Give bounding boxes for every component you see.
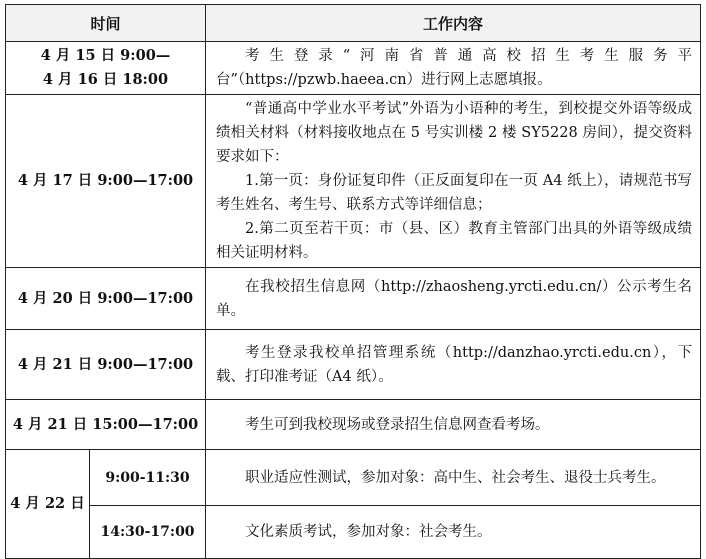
time-line: 4 月 21 日 15:00—17:00	[12, 415, 199, 433]
session-time: 9:00-11:30	[90, 450, 206, 506]
table-row	[6, 506, 701, 559]
content-cell	[206, 268, 701, 330]
time-line: 4 月 20 日 9:00—17:00	[17, 289, 194, 307]
table-row	[6, 450, 701, 506]
time-cell	[6, 42, 206, 95]
content-text: “普通高中学业水平考试”外语为小语种的考生，到校提交外语等级成绩相关材料（材料接收地点在 5 号实训楼 2 楼 SY5228 房间），提交资料要求如下：	[216, 101, 692, 165]
day22-date-cell: 4 月 22 日	[6, 450, 90, 559]
content-cell	[206, 450, 701, 506]
content-cell	[206, 330, 701, 400]
content-text: 1.第一页：身份证复印件（正反面复印在一页 A4 纸上），请规范书写考生姓名、考生号、联系方式等详细信息；	[216, 173, 692, 213]
table-row	[6, 330, 701, 400]
time-line: 4 月 21 日 9:00—17:00	[17, 355, 194, 373]
content-cell	[206, 506, 701, 559]
header-time: 时间	[6, 5, 206, 42]
content-text: 职业适应性测试，参加对象：高中生、社会考生、退役士兵考生。	[245, 469, 666, 486]
header-content: 工作内容	[206, 5, 701, 42]
table-row	[6, 268, 701, 330]
content-cell	[206, 95, 701, 268]
session-time: 14:30-17:00	[90, 506, 206, 559]
time-cell	[6, 268, 206, 330]
time-line: 4 月 16 日 18:00	[42, 71, 169, 88]
table-row	[6, 95, 701, 268]
table-row	[6, 42, 701, 95]
time-cell	[6, 330, 206, 400]
header-row	[6, 5, 701, 42]
time-cell	[6, 400, 206, 450]
time-line: 4 月 17 日 9:00—17:00	[17, 172, 194, 189]
content-text: 在我校招生信息网（http://zhaosheng.yrcti.edu.cn/）公示考生名单。	[216, 278, 692, 319]
time-line: 4 月 15 日 9:00—	[40, 47, 171, 64]
content-text: 考生可到我校现场或登录招生信息网查看考场。	[245, 416, 550, 433]
schedule-table	[5, 4, 701, 559]
content-text: 考生登录“河南省普通高校招生考生服务平台”（https://pzwb.haeea.cn）进行网上志愿填报。	[216, 48, 692, 88]
content-text: 2.第二页至若干页：市（县、区）教育主管部门出具的外语等级成绩相关证明材料。	[216, 221, 692, 261]
content-cell	[206, 42, 701, 95]
content-text: 考生登录我校单招管理系统（http://danzhao.yrcti.edu.cn），下载、打印准考证（A4 纸）。	[216, 344, 692, 385]
time-cell	[6, 95, 206, 268]
content-text: 文化素质考试，参加对象：社会考生。	[245, 524, 492, 540]
table-row	[6, 400, 701, 450]
content-cell	[206, 400, 701, 450]
